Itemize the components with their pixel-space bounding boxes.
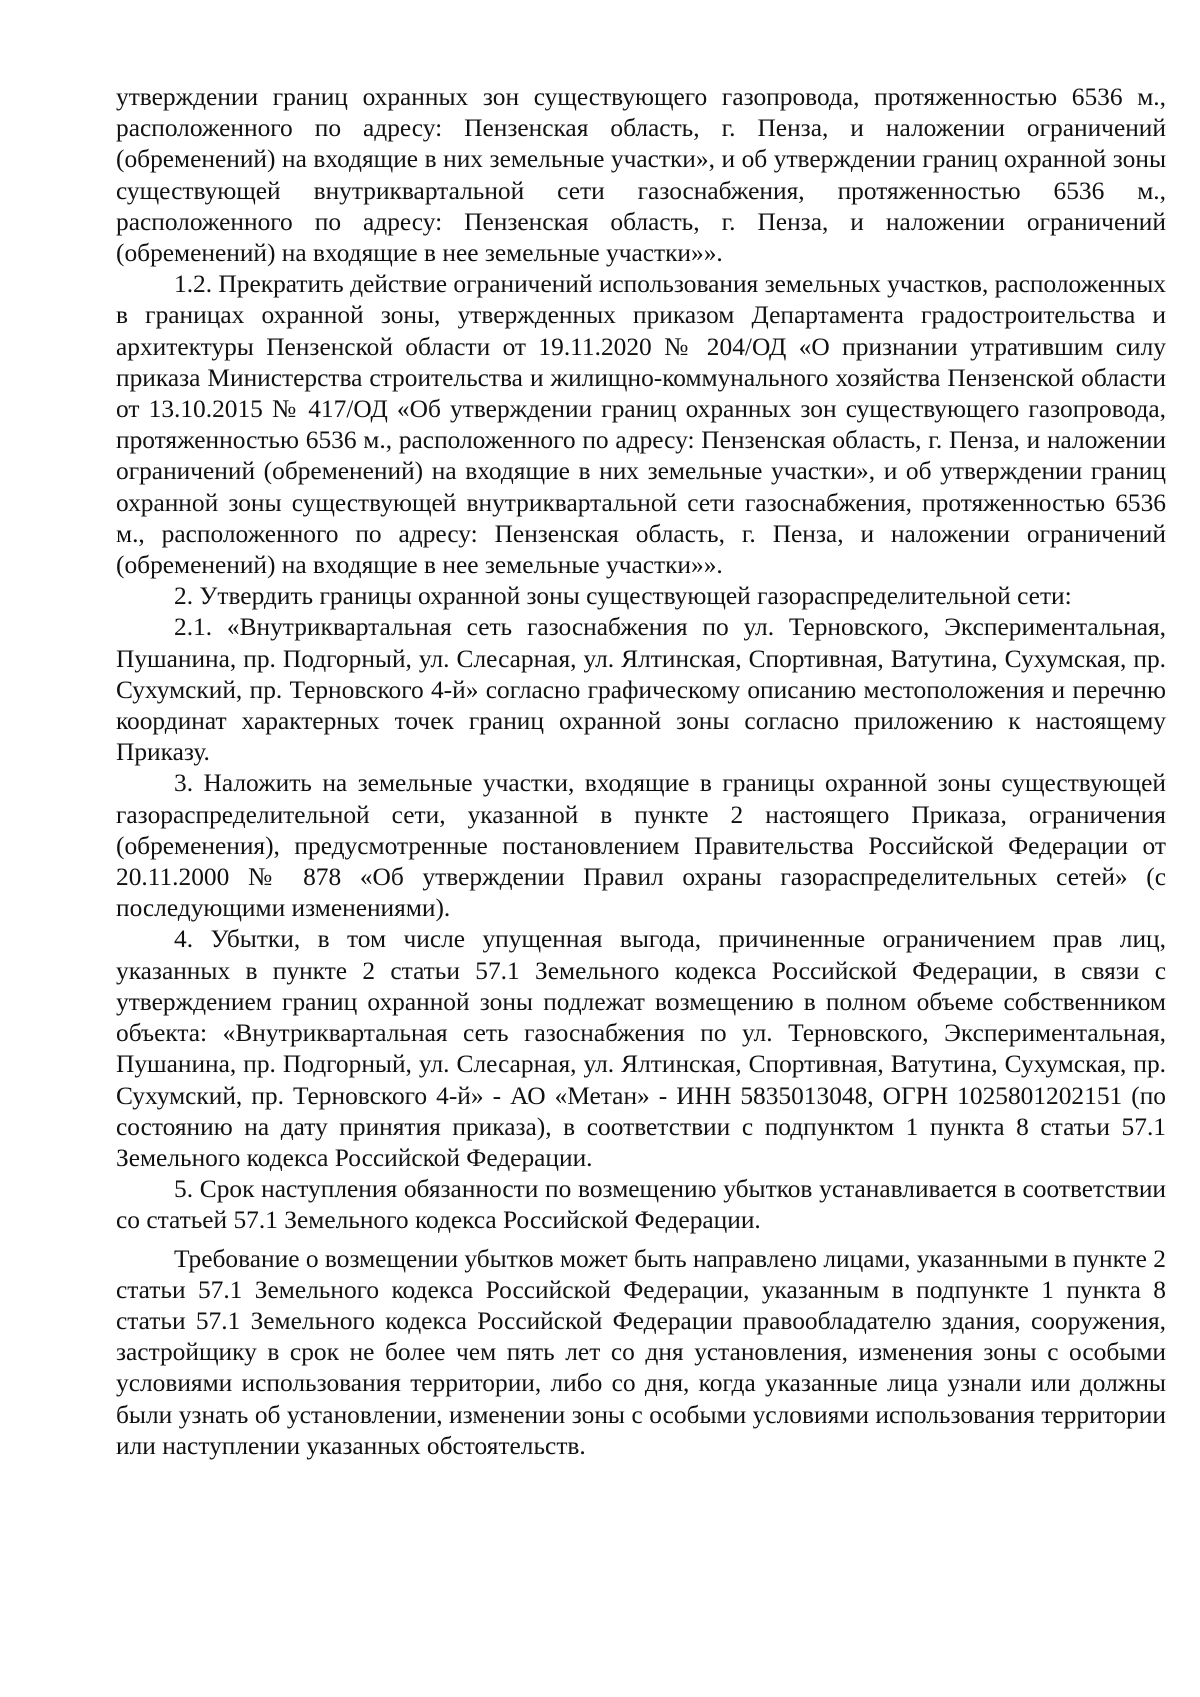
paragraph-continuation: утверждении границ охранных зон существующего газопровода, протяженностью 6536 м., расположенного по адресу: Пензенская область, г. Пенза, и наложении ограничений (обременений) на входящие в них земельные участки», и об утверждении границ охранной зоны существующей внутриквартальной сети газоснабжения, протяженностью 6536 м., расположенного по адресу: Пензенская область, г. Пенза, и наложении ограничений (обременений) на входящие в нее земельные участки»». bbox=[116, 83, 1166, 268]
document-page bbox=[116, 82, 1166, 1462]
paragraph-2-1: 2.1. «Внутриквартальная сеть газоснабжения по ул. Терновского, Экспериментальная, Пушанина, пр. Подгорный, ул. Слесарная, ул. Ялтинская, Спортивная, Ватутина, Сухумская, пр. Сухумский, пр. Терновского 4-й» согласно графическому описанию местоположения и перечню координат характерных точек границ охранной зоны согласно приложению к настоящему Приказу. bbox=[116, 613, 1166, 767]
paragraph-compensation-claim: Требование о возмещении убытков может быть направлено лицами, указанными в пункте 2 статьи 57.1 Земельного кодекса Российской Федерации, указанным в подпункте 1 пункта 8 статьи 57.1 Земельного кодекса Российской Федерации правообладателю здания, сооружения, застройщику в срок не более чем пять лет со дня установления, изменения зоны с особыми условиями использования территории, либо со дня, когда указанные лица узнали или должны были узнать об установлении, изменении зоны с особыми условиями использования территории или наступлении указанных обстоятельств. bbox=[116, 1244, 1166, 1460]
paragraph-5: 5. Срок наступления обязанности по возмещению убытков устанавливается в соответствии со статьей 57.1 Земельного кодекса Российской Федерации. bbox=[116, 1175, 1166, 1235]
paragraph-2: 2. Утвердить границы охранной зоны существующей газораспределительной сети: bbox=[174, 582, 1072, 611]
paragraph-3: 3. Наложить на земельные участки, входящие в границы охранной зоны существующей газораспределительной сети, указанной в пункте 2 настоящего Приказа, ограничения (обременения), предусмотренные постановлением Правительства Российской Федерации от 20.11.2000 № 878 «Об утверждении Правил охраны газораспределительных сетей» (с последующими изменениями). bbox=[116, 769, 1166, 923]
paragraph-4: 4. Убытки, в том числе упущенная выгода, причиненные ограничением прав лиц, указанных в пункте 2 статьи 57.1 Земельного кодекса Российской Федерации, в связи с утверждением границ охранной зоны подлежат возмещению в полном объеме собственником объекта: «Внутриквартальная сеть газоснабжения по ул. Терновского, Экспериментальная, Пушанина, пр. Подгорный, ул. Слесарная, ул. Ялтинская, Спортивная, Ватутина, Сухумская, пр. Сухумский, пр. Терновского 4-й» - АО «Метан» - ИНН 5835013048, ОГРН 1025801202151 (по состоянию на дату принятия приказа), в соответствии с подпунктом 1 пункта 8 статьи 57.1 Земельного кодекса Российской Федерации. bbox=[116, 925, 1166, 1172]
paragraph-1-2: 1.2. Прекратить действие ограничений использования земельных участков, расположенных в границах охранной зоны, утвержденных приказом Департамента градостроительства и архитектуры Пензенской области от 19.11.2020 № 204/ОД «О признании утратившим силу приказа Министерства строительства и жилищно-коммунального хозяйства Пензенской области от 13.10.2015 № 417/ОД «Об утверждении границ охранных зон существующего газопровода, протяженностью 6536 м., расположенного по адресу: Пензенская область, г. Пенза, и наложении ограничений (обременений) на входящие в них земельные участки», и об утверждении границ охранной зоны существующей внутриквартальной сети газоснабжения, протяженностью 6536 м., расположенного по адресу: Пензенская область, г. Пенза, и наложении ограничений (обременений) на входящие в нее земельные участки»». bbox=[116, 270, 1167, 580]
